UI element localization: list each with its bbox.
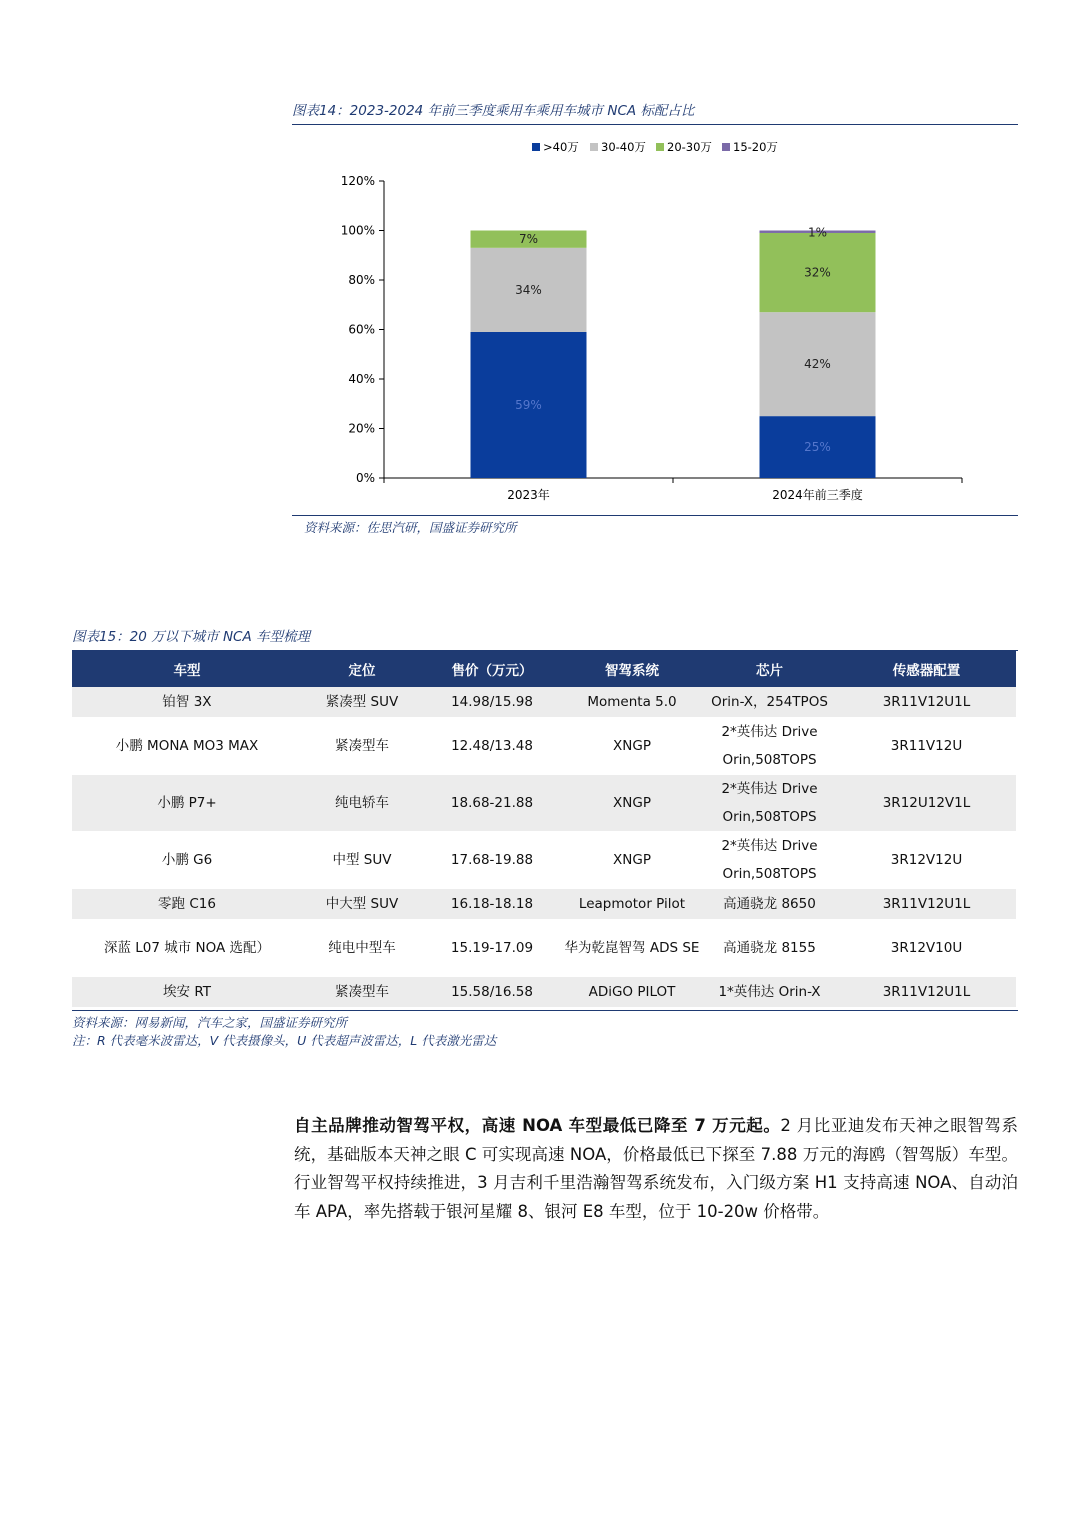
- table-cell: 15.58/16.58: [422, 977, 562, 1008]
- figure-15-source: 资料来源：网易新闻，汽车之家，国盛证券研究所: [72, 1015, 348, 1030]
- table-cell: ADiGO PILOT: [562, 977, 702, 1008]
- paragraph-lead: 自主品牌推动智驾平权，高速 NOA 车型最低已降至 7 万元起。: [294, 1116, 781, 1135]
- legend-swatch: [590, 143, 598, 151]
- legend-label: >40万: [543, 140, 579, 154]
- table-header-cell: 传感器配置: [837, 651, 1016, 687]
- table-cell: 3R11V12U1L: [837, 889, 1016, 920]
- figure-14-source: 资料来源：佐思汽研，国盛证券研究所: [304, 520, 517, 535]
- figure-14-title: 图表14：2023-2024 年前三季度乘用车乘用车城市 NCA 标配占比: [292, 99, 1018, 125]
- table-header-cell: 车型: [72, 651, 302, 687]
- table-cell: 16.18-18.18: [422, 889, 562, 920]
- table-cell: 1*英伟达 Orin-X: [702, 977, 837, 1008]
- legend-swatch: [722, 143, 730, 151]
- table-cell: 高通骁龙 8155: [723, 940, 816, 956]
- legend-label: 20-30万: [667, 140, 712, 154]
- table-cell: 小鹏 MONA MO3 MAX: [115, 738, 259, 754]
- y-tick-label: 120%: [340, 174, 375, 188]
- table-cell: 高通骁龙 8650: [702, 889, 837, 920]
- table-cell: Leapmotor Pilot: [562, 889, 702, 920]
- table-cell: 2*英伟达 Drive Orin,508TOPS: [702, 775, 837, 832]
- table-body: [72, 687, 1016, 1008]
- y-tick-label: 100%: [340, 223, 375, 238]
- table-cell: 3R12V12U: [890, 852, 963, 868]
- data-label: 59%: [515, 397, 542, 412]
- table-cell: 3R11V12U: [890, 738, 963, 754]
- table-cell: 深蓝 L07 城市 NOA 选配）: [103, 940, 271, 956]
- table-row: [72, 889, 1016, 920]
- chart-legend: [532, 140, 778, 154]
- paragraph-text: 2 月比亚迪发布天神之眼智驾系统，基础版本天神之眼 C 可实现高速 NOA，价格最低已下探至 7.88 万元的海鸥（智驾版）车型。行业智驾平权持续推进，3 月吉利千里浩瀚智驾系统发布，入门级方案 H1 支持高速 NOA、自动泊车 APA，率先搭载于银河星耀 8、银河 E8 车型，位于 10-20w 价格带。: [294, 1116, 1018, 1221]
- table-cell: 紧凑型车: [302, 977, 422, 1008]
- chart-divider: [292, 515, 1018, 516]
- x-tick-label: 2023年: [507, 488, 550, 502]
- table-cell: 紧凑型 SUV: [302, 687, 422, 718]
- table-cell: 3R12V10U: [890, 940, 963, 956]
- y-tick-label: 20%: [348, 421, 375, 436]
- table-header-cell: 定位: [302, 651, 422, 687]
- table-header-cell: 芯片: [702, 651, 837, 687]
- table-header-row: [72, 651, 1016, 687]
- table-cell: 2*英伟达 Drive Orin,508TOPS: [721, 838, 818, 882]
- table-row: [72, 832, 1016, 889]
- table-divider: [72, 1010, 1018, 1011]
- table-cell: Orin-X，254TPOS: [702, 687, 837, 718]
- table-row: [72, 718, 1016, 775]
- y-tick-label: 80%: [348, 273, 375, 287]
- table-cell: 铂智 3X: [72, 687, 302, 718]
- table-row: [72, 977, 1016, 1008]
- table-cell: 中型 SUV: [332, 852, 392, 868]
- table-cell: 2*英伟达 Drive Orin,508TOPS: [721, 724, 818, 768]
- table-cell: 18.68-21.88: [422, 775, 562, 832]
- figure-15-note: 注：R 代表毫米波雷达，V 代表摄像头，U 代表超声波雷达，L 代表激光雷达: [72, 1033, 497, 1048]
- stacked-bar-chart: [292, 128, 1018, 516]
- y-tick-label: 40%: [348, 372, 375, 386]
- chart-bars: [471, 226, 876, 479]
- table-cell: 华为乾崑智驾 ADS SE: [564, 940, 700, 956]
- table-cell: 紧凑型车: [335, 738, 389, 754]
- legend-swatch: [656, 143, 664, 151]
- y-tick-label: 0%: [355, 471, 375, 485]
- table-cell: 15.19-17.09: [450, 940, 534, 956]
- table-cell: 3R11V12U1L: [837, 977, 1016, 1008]
- table-cell: 纯电中型车: [328, 940, 396, 956]
- table-cell: 3R12U12V1L: [837, 775, 1016, 832]
- data-label: 1%: [807, 225, 828, 240]
- y-tick-label: 60%: [348, 322, 375, 337]
- table-cell: 中大型 SUV: [302, 889, 422, 920]
- table-header-cell: 智驾系统: [562, 651, 702, 687]
- table-cell: 12.48/13.48: [451, 738, 533, 754]
- legend-label: 15-20万: [733, 140, 778, 154]
- figure-15-title: 图表15：20 万以下城市 NCA 车型梳理: [72, 625, 1018, 651]
- table-cell: 17.68-19.88: [450, 852, 534, 868]
- table-row: [72, 920, 1016, 977]
- legend-swatch: [532, 143, 540, 151]
- table-cell: XNGP: [562, 775, 702, 832]
- table-cell: 零跑 C16: [72, 889, 302, 920]
- table-cell: 埃安 RT: [72, 977, 302, 1008]
- table-cell: XNGP: [613, 852, 651, 868]
- table-cell: Momenta 5.0: [562, 687, 702, 718]
- x-tick-label: 2024年前三季度: [772, 488, 863, 502]
- legend-label: 30-40万: [601, 140, 646, 154]
- table-header-cell: 售价（万元）: [422, 651, 562, 687]
- table-cell: 小鹏 G6: [161, 852, 213, 868]
- data-label: 32%: [804, 265, 831, 280]
- table-cell: 14.98/15.98: [422, 687, 562, 718]
- data-label: 34%: [515, 282, 542, 297]
- table-row: [72, 775, 1016, 832]
- table-cell: XNGP: [613, 738, 651, 754]
- body-paragraph: [294, 1112, 1018, 1226]
- chart-svg: [292, 128, 1018, 516]
- data-label: 7%: [518, 232, 539, 247]
- table-row: [72, 687, 1016, 718]
- table-cell: 3R11V12U1L: [837, 687, 1016, 718]
- table-cell: 小鹏 P7+: [72, 775, 302, 832]
- data-label: 25%: [804, 440, 831, 455]
- data-label: 42%: [804, 357, 831, 372]
- nca-models-table: [72, 651, 1016, 1008]
- table-cell: 纯电轿车: [302, 775, 422, 832]
